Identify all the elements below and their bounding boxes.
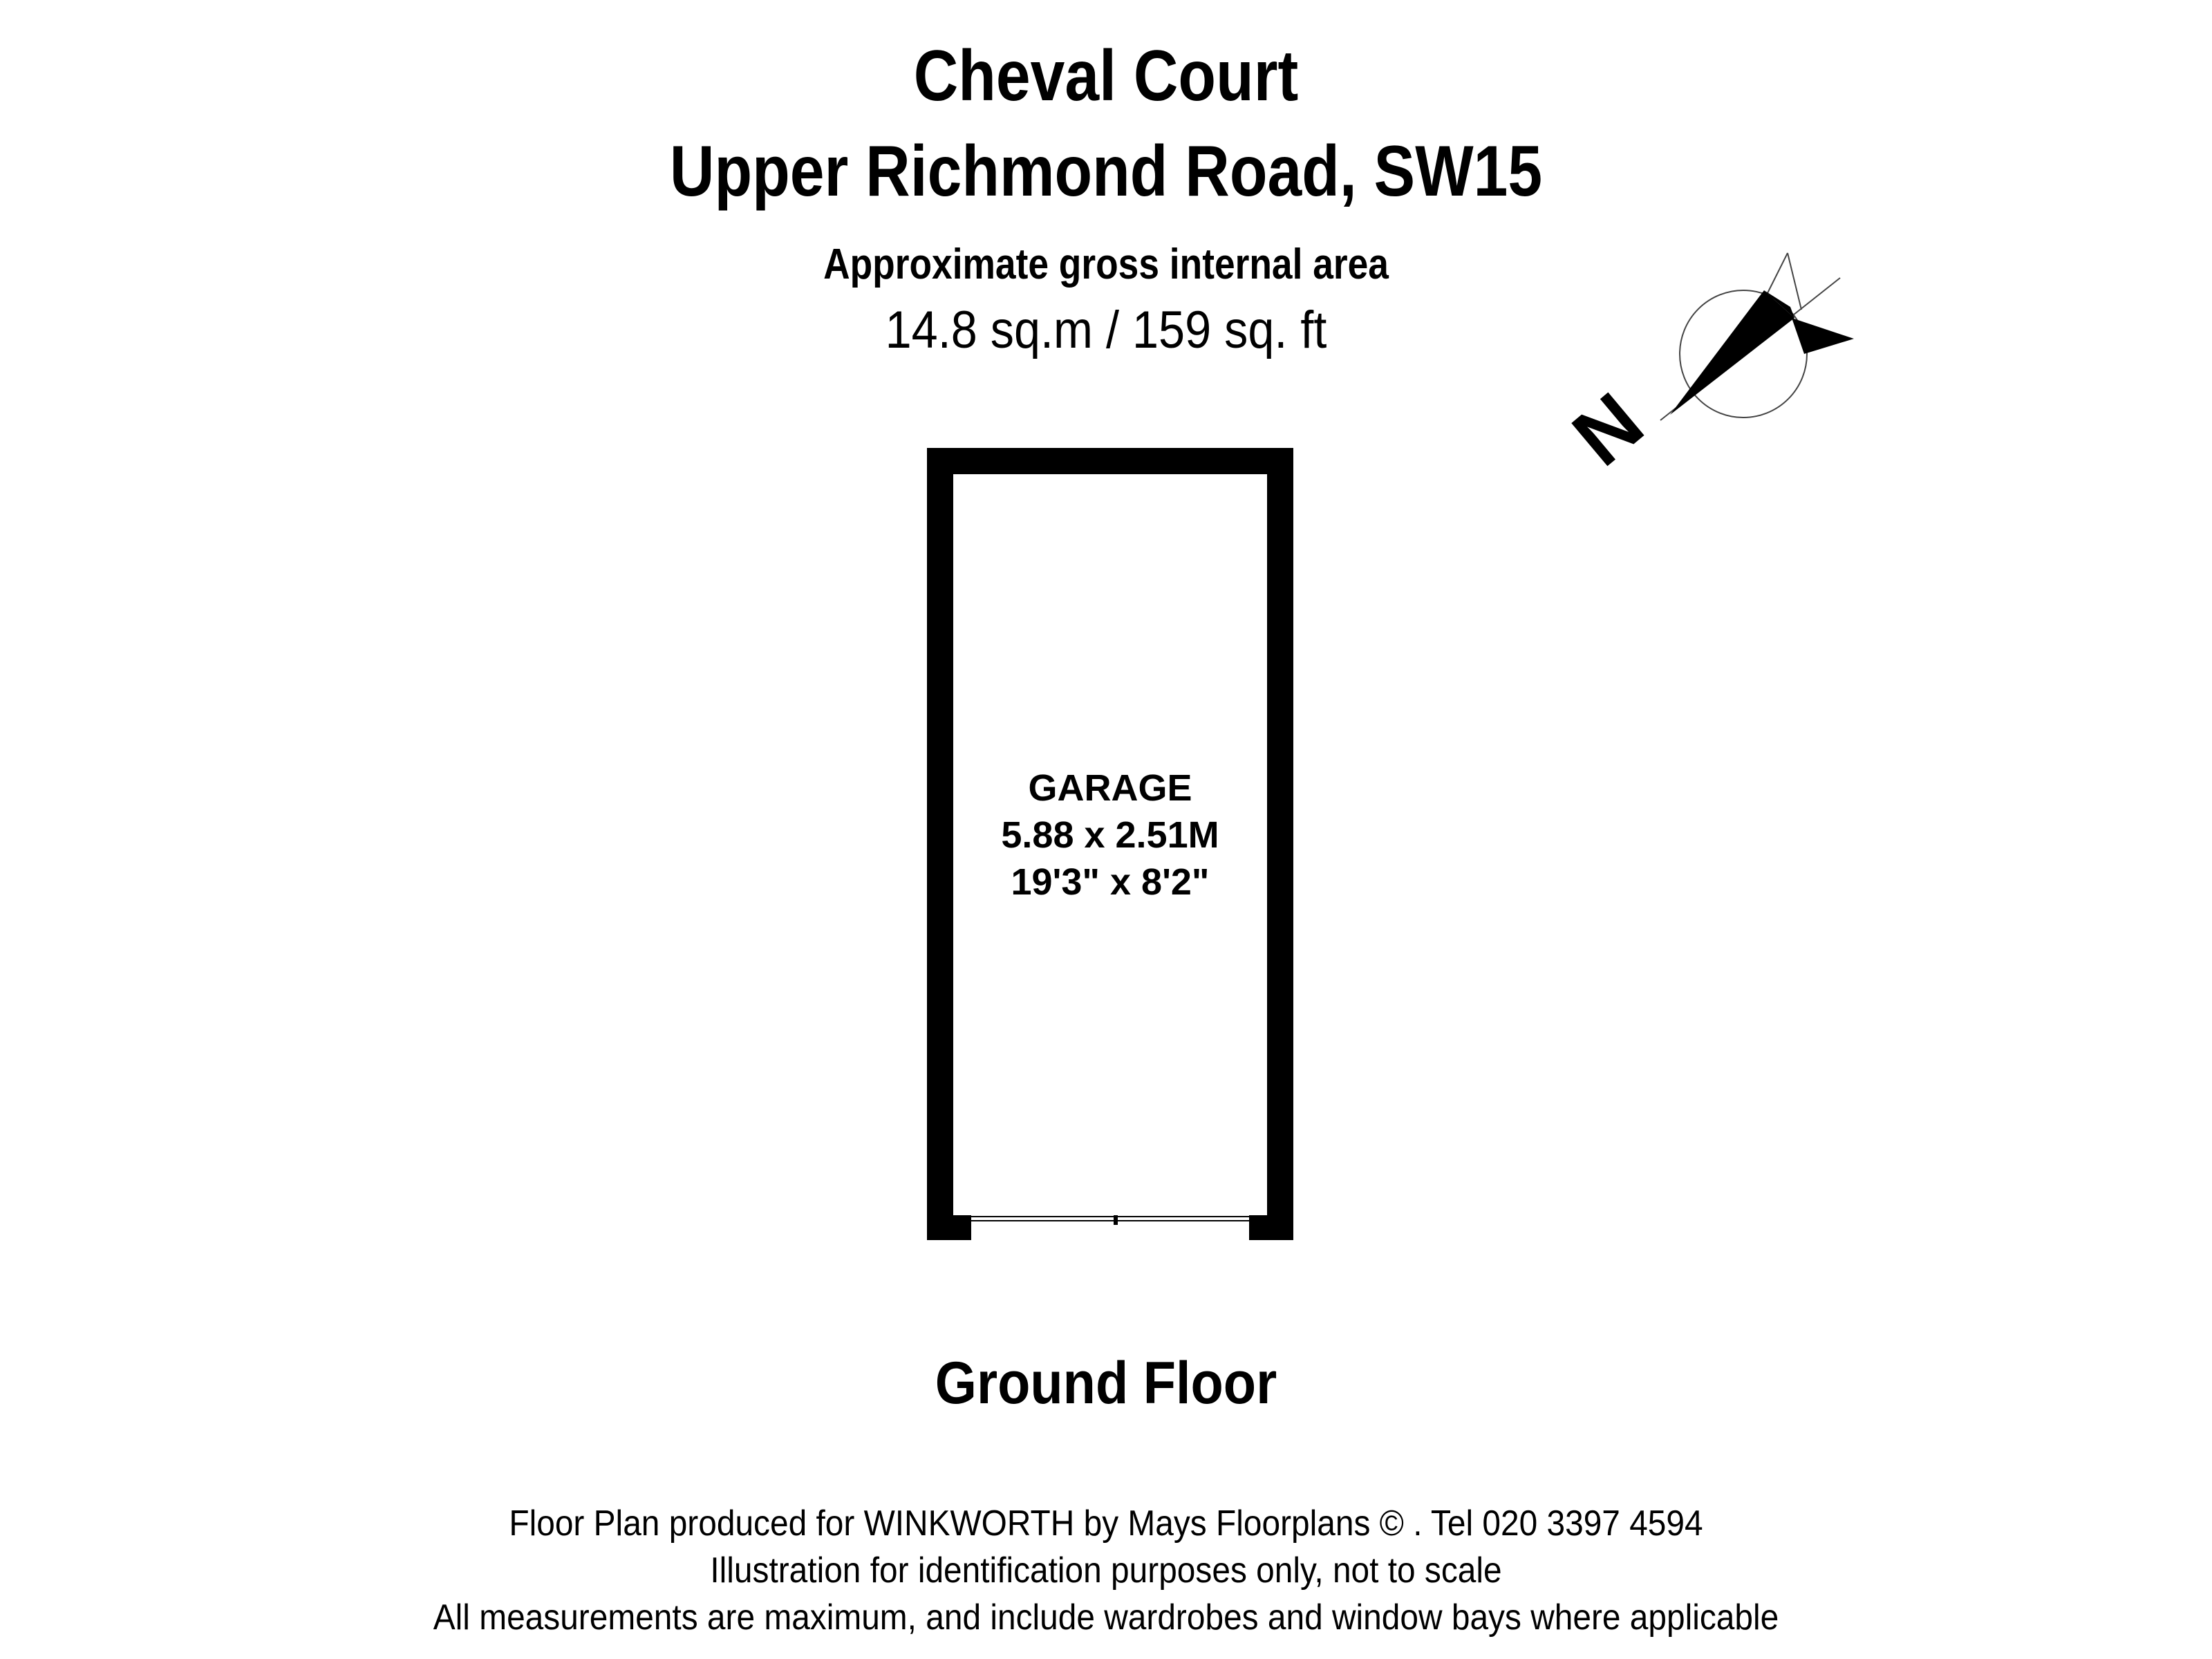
footer-credit: Floor Plan produced for WINKWORTH by Mays Floorplans © . Tel 020 3397 4594: [509, 1503, 1703, 1544]
footer-disclaimer: Illustration for identification purposes only, not to scale: [710, 1550, 1502, 1591]
property-name: Cheval Court: [913, 36, 1299, 116]
room-size-metric: 5.88 x 2.51M: [1001, 814, 1219, 856]
footer-measurements-note: All measurements are maximum, and include wardrobes and window bays where applicable: [433, 1597, 1779, 1638]
area-value: 14.8 sq.m / 159 sq. ft: [885, 301, 1327, 359]
garage-door: [971, 1215, 1249, 1225]
compass-icon: [1556, 253, 1854, 483]
room-garage: [1001, 767, 1219, 903]
area-label: Approximate gross internal area: [823, 241, 1389, 288]
room-size-imperial: 19'3" x 8'2": [1011, 861, 1210, 903]
floor-label: Ground Floor: [935, 1350, 1277, 1416]
north-label: N: [1556, 375, 1660, 484]
property-address: Upper Richmond Road, SW15: [669, 131, 1543, 212]
room-name: GARAGE: [1028, 767, 1192, 809]
